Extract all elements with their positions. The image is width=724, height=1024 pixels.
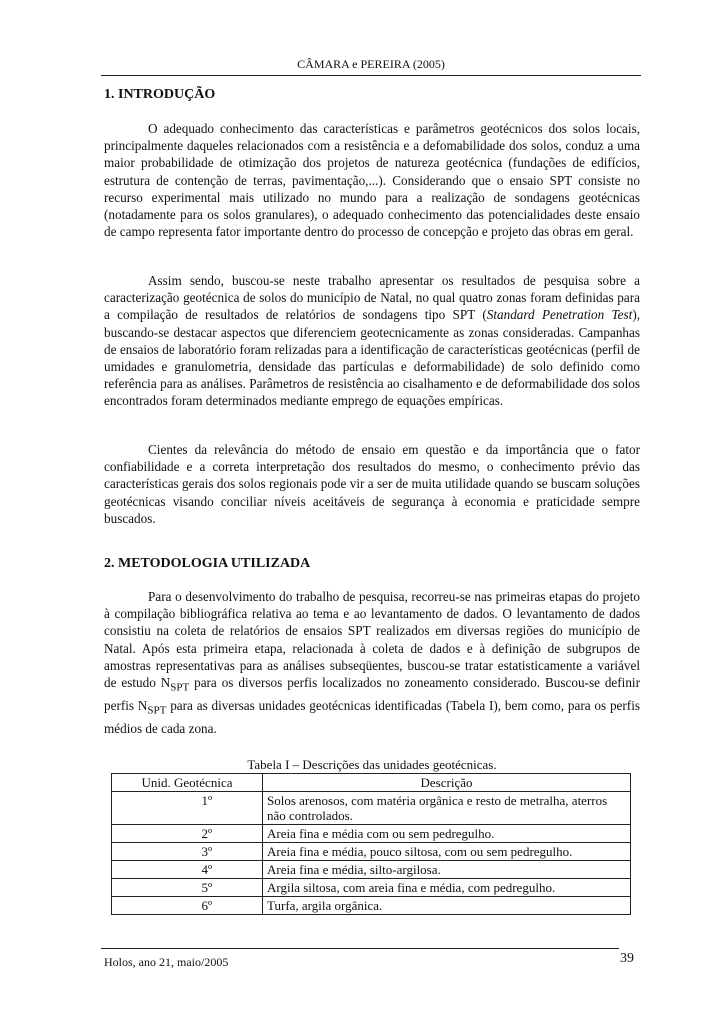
column-header-description: Descrição <box>263 774 631 792</box>
table-caption: Tabela I – Descrições das unidades geotécnicas. <box>247 757 497 772</box>
unit-cell: 3º <box>112 843 263 861</box>
unit-cell: 1º <box>112 792 263 825</box>
method-paragraph-1: Para o desenvolvimento do trabalho de pesquisa, recorreu-se nas primeiras etapas do projeto à compilação bibliográfica relativa ao tema e ao levantamento de dados. O levantamento de dados consistiu na coleta de relatórios de ensaios SPT realizados em diversas regiões do município de Natal. Após esta primeira etapa, relacionada à coleta de dados e à definição de subgrupos de amostras representativas para as análises subseqüentes, buscou-se tratar estatisticamente a variável de estudo $N_{SPT}$ para os diversos perfis localizados no zoneamento considerado. Buscou-se definir perfis $N_{SPT}$ para as diversas unidades geotécnicas identificadas (Tabela I), bem como, para os perfis médios de cada zona. <box>104 589 640 736</box>
description-cell: Solos arenosos, com matéria orgânica e resto de metralha, aterros não controlados. <box>263 792 631 825</box>
description-cell: Argila siltosa, com areia fina e média, com pedregulho. <box>263 879 631 897</box>
footer-divider <box>101 948 619 949</box>
section-title-methodology: 2. METODOLOGIA UTILIZADA <box>104 556 311 571</box>
intro-paragraph-2: Assim sendo, buscou-se neste trabalho apresentar os resultados de pesquisa sobre a caracterização geotécnica de solos do município de Natal, no qual quatro zonas foram definidas para a compilação de resultados de relatórios de sondagens tipo SPT (Standard Penetration Test), buscando-se destacar aspectos que diferenciem geotecnicamente as zonas consideradas. Campanhas de ensaios de laboratório foram relizadas para a identificação de características geotécnicas (perfil de umidades e granulometria, densidade das partículas e deformabilidade) de solo definido como referência para as análises. Parâmetros de resistência ao cisalhamento e de deformabilidade dos solos encontrados foram determinados mediante emprego de equações empíricas. <box>104 273 641 409</box>
geotechnical-units-table <box>111 773 631 915</box>
running-header: CÂMARA e PEREIRA (2005) <box>101 57 641 76</box>
intro-paragraph-3: Cientes da relevância do método de ensaio em questão e da importância que o fator confiabilidade e a correta interpretação dos resultados do mesmo, o conhecimento prévio das características gerais dos solos regionais pode vir a ser de muita utilidade quando se buscam soluções geotécnicas visando conciliar níveis aceitáveis de segurança à economia e praticidade sempre buscados. <box>104 442 640 526</box>
section-title-introduction: 1. INTRODUÇÃO <box>104 87 216 102</box>
description-cell: Areia fina e média, silto-argilosa. <box>263 861 631 879</box>
footer-journal: Holos, ano 21, maio/2005 <box>104 955 229 969</box>
table-row <box>112 825 631 843</box>
unit-cell: 5º <box>112 879 263 897</box>
intro-paragraph-1: O adequado conhecimento das características e parâmetros geotécnicos dos solos locais, principalmente daqueles relacionados com a resistência e a defomabilidade dos solos, conduz a uma maior probabilidade de otimização dos projetos de natureza geotécnica (fundações de edifícios, estrutura de contenção de terras, pavimentação,...). Considerando que o ensaio SPT consiste no recurso experimental mais utilizado no mundo para a realização de sondagens geotécnicas (notadamente para os solos granulares), o adequado conhecimento das potencialidades deste ensaio de campo representa fator importante dentro do processo de concepção e projeto das obras em geral. <box>104 121 640 240</box>
table-row <box>112 843 631 861</box>
unit-cell: 6º <box>112 897 263 915</box>
description-cell: Areia fina e média, pouco siltosa, com ou sem pedregulho. <box>263 843 631 861</box>
table-row <box>112 897 631 915</box>
table-row <box>112 861 631 879</box>
description-cell: Turfa, argila orgânica. <box>263 897 631 915</box>
italic-term: Standard Penetration Test <box>486 307 633 323</box>
page-number: 39 <box>620 951 634 966</box>
description-cell: Areia fina e média com ou sem pedregulho. <box>263 825 631 843</box>
table-header-row <box>112 774 631 792</box>
unit-cell: 2º <box>112 825 263 843</box>
table-row <box>112 792 631 825</box>
column-header-unit: Unid. Geotécnica <box>112 774 263 792</box>
table-row <box>112 879 631 897</box>
unit-cell: 4º <box>112 861 263 879</box>
